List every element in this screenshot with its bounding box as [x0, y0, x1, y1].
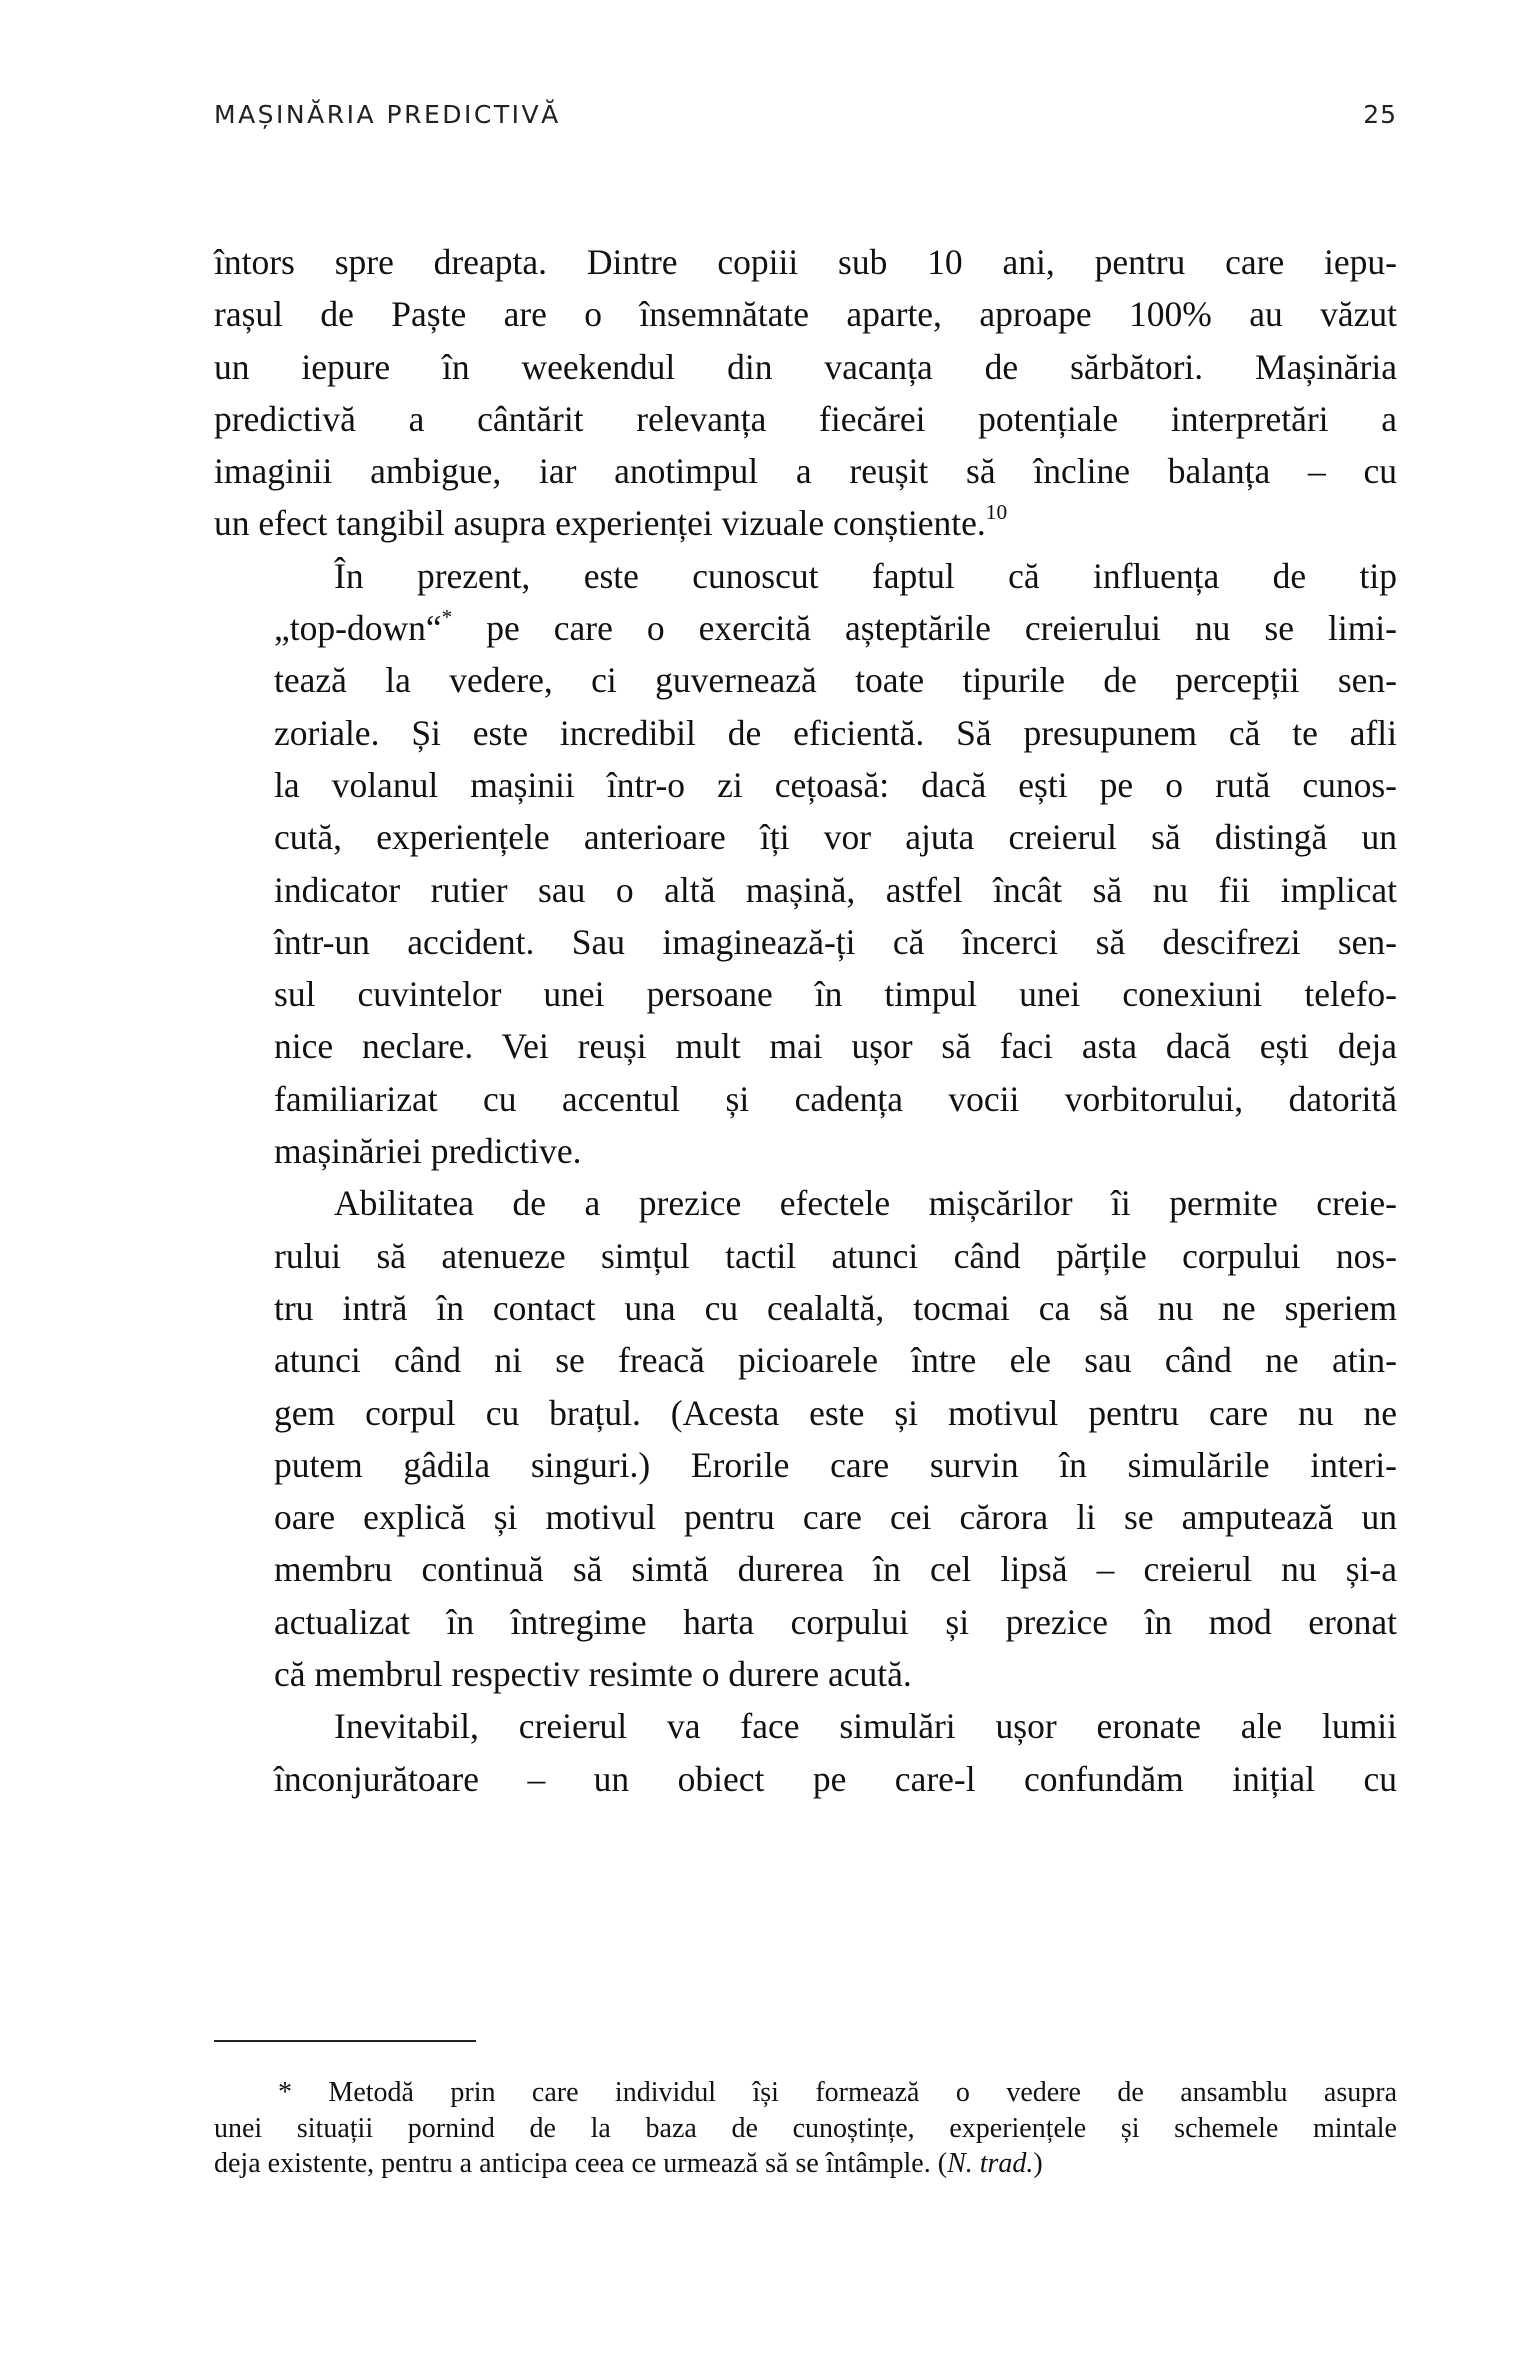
text-line: Inevitabil, creierul va face simulări ușor eronate ale lumii: [334, 1706, 1397, 1747]
text-line: tru intră în contact una cu cealaltă, tocmai ca să nu ne speriem: [274, 1287, 1397, 1328]
translator-note: N. trad.: [947, 2148, 1034, 2179]
text-line: într-un accident. Sau imaginează-ți că încerci să descifrezi sen-: [274, 921, 1397, 962]
footnote-separator: [214, 2040, 476, 2042]
paragraph-1: [214, 236, 1397, 550]
text-line: zoriale. Și este incredibil de eficientă. Să presupunem că te afli: [274, 712, 1397, 753]
footnote-line: * Metodă prin care individul își formează o vedere de ansamblu asupra: [278, 2077, 1398, 2108]
text-line: indicator rutier sau o altă mașină, astfel încât să nu fii implicat: [274, 869, 1397, 910]
footnote-line: unei situații pornind de la baza de cunoștințe, experiențele și schemele mintale: [214, 2112, 1397, 2144]
text-line: nice neclare. Vei reuși mult mai ușor să faci asta dacă ești deja: [274, 1026, 1397, 1067]
running-header: [214, 100, 1397, 140]
paragraph-4: [214, 1700, 1397, 1805]
text-line: gem corpul cu brațul. (Acesta este și motivul pentru care nu ne: [274, 1392, 1397, 1433]
paragraph-3: [214, 1177, 1397, 1700]
text-line: imaginii ambigue, iar anotimpul a reușit să încline balanța – cu: [214, 451, 1397, 492]
text-line: un efect tangibil asupra experienței vizuale conștiente.$^{10}$: [214, 500, 1008, 544]
text-line-rest: pe care o exercită așteptările creierului nu se limi-: [452, 608, 1397, 649]
footnote-reference[interactable]: *: [441, 605, 453, 630]
page-number: 25: [1363, 100, 1397, 129]
paragraph-2: [214, 550, 1397, 1178]
endnote-reference[interactable]: 10: [985, 500, 1008, 525]
footnote-marker: *: [278, 2077, 292, 2108]
text-line: întors spre dreapta. Dintre copiii sub 10 ani, pentru care iepu-: [214, 242, 1397, 282]
text-line: rului să atenueze simțul tactil atunci când părțile corpului nos-: [274, 1235, 1397, 1276]
text-line: înconjurătoare – un obiect pe care-l confundăm inițial cu: [274, 1758, 1397, 1799]
text-line: actualizat în întregime harta corpului și prezice în mod eronat: [274, 1601, 1397, 1642]
text-line: predictivă a cântărit relevanța fiecărei potențiale interpretări a: [214, 398, 1397, 439]
text-line: rașul de Paște are o însemnătate aparte, aproape 100% au văzut: [214, 294, 1397, 335]
text-line: familiarizat cu accentul și cadența vocii vorbitorului, datorită: [274, 1078, 1397, 1119]
running-title: MAȘINĂRIA PREDICTIVĂ: [214, 100, 561, 129]
text-line: oare explică și motivul pentru care cei cărora li se amputează un: [274, 1497, 1397, 1538]
text-line: În prezent, este cunoscut faptul că influența de tip: [334, 555, 1397, 596]
text-line: sul cuvintelor unei persoane în timpul unei conexiuni telefo-: [274, 974, 1397, 1015]
text-line: mașinăriei predictive.: [274, 1131, 582, 1172]
footnote: [214, 2075, 1397, 2182]
text-line: atunci când ni se freacă picioarele între ele sau când ne atin-: [274, 1340, 1397, 1381]
text-line: [214, 602, 1397, 654]
text-line: un iepure în weekendul din vacanța de sărbători. Mașinăria: [214, 346, 1397, 387]
text-line: putem gâdila singuri.) Erorile care survin în simulările interi-: [274, 1444, 1397, 1485]
text-line: că membrul respectiv resimte o durere acută.: [274, 1654, 912, 1695]
quoted-term: „top-down“: [274, 608, 442, 649]
text-line: cută, experiențele anterioare îți vor ajuta creierul să distingă un: [274, 817, 1397, 858]
body-text: [214, 236, 1397, 1805]
footnote-line: deja existente, pentru a anticipa ceea ce urmează să se întâmple. (N. trad.): [214, 2148, 1043, 2179]
text-line: la volanul mașinii într-o zi cețoasă: dacă ești pe o rută cunos-: [274, 764, 1397, 805]
text-line: membru continuă să simtă durerea în cel lipsă – creierul nu și-a: [274, 1549, 1397, 1590]
text-line: tează la vedere, ci guvernează toate tipurile de percepții sen-: [274, 660, 1397, 701]
text-line: Abilitatea de a prezice efectele mișcărilor îi permite creie-: [334, 1183, 1397, 1224]
